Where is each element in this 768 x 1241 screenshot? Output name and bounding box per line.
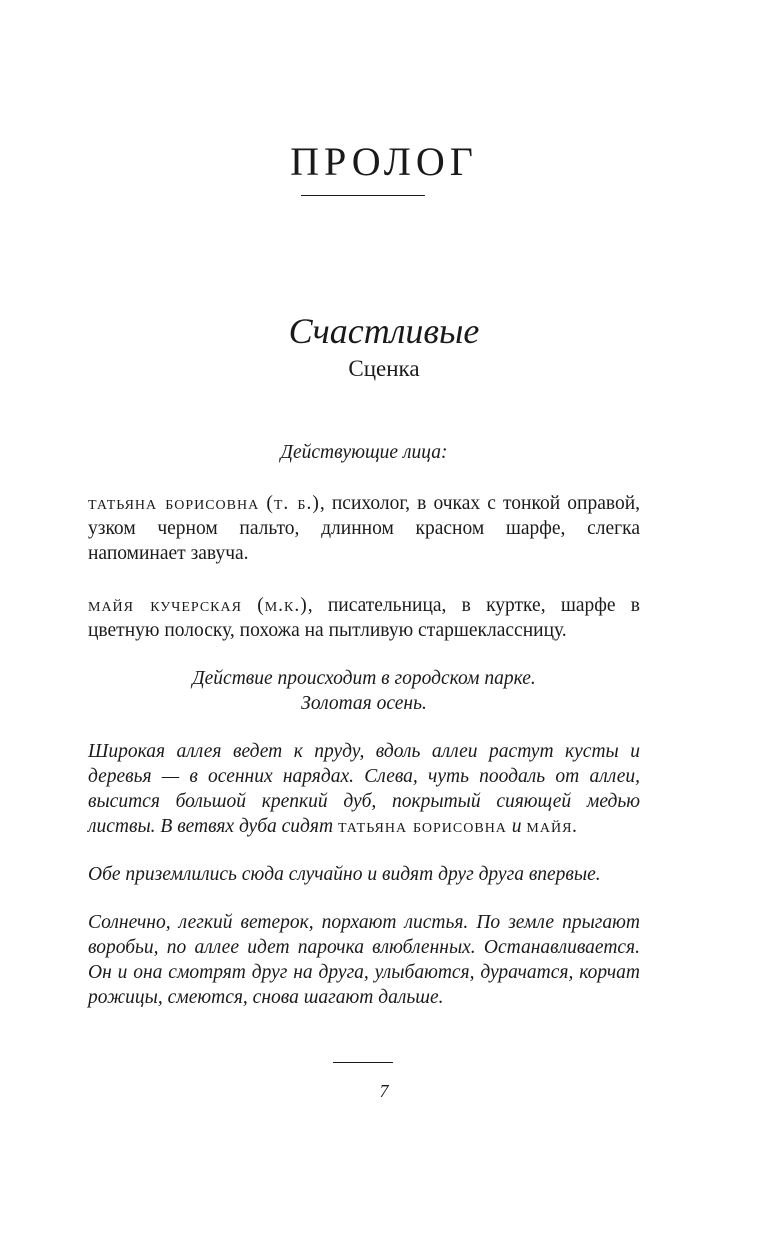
character-name: татьяна борисовна: [337, 816, 507, 837]
character-entry: [88, 593, 640, 643]
stage-direction-3: Солнечно, легкий ветерок, порхают листья. По земле прыгают воробьи, по аллее идет парочка влюбленных. Останавливается. Он и она смотрят друг на друга, улыбаются, дурачатся, корчат рожицы, смеются, снова шагают дальше.: [88, 912, 640, 1008]
stage-direction-conjunction: и: [506, 816, 527, 837]
footer-divider: [333, 1062, 393, 1063]
setting-line-1: Действие происходит в городском парке.: [192, 668, 536, 689]
stage-direction-end: .: [572, 816, 578, 837]
setting-line-2: Золотая осень.: [301, 693, 427, 714]
character-description: , писательница, в куртке, шарфе в цветную полоску, похожа на пытливую старшеклассницу.: [88, 595, 640, 641]
character-name: татьяна борисовна: [88, 493, 260, 514]
character-description: , психолог, в очках с тонкой оправой, узком черном пальто, длинном красном шарфе, слегка напоминает завуча.: [88, 493, 641, 564]
piece-subtitle: Сценка: [348, 356, 420, 381]
setting-note: [150, 666, 578, 716]
chapter-title: ПРОЛОГ: [290, 139, 478, 184]
character-name: майя: [526, 816, 573, 837]
stage-direction-1: [88, 739, 640, 839]
page-number: 7: [379, 1081, 389, 1101]
character-abbr: (м.к.): [257, 595, 308, 616]
character-abbr: (т. б.): [266, 493, 320, 514]
title-divider: [301, 195, 425, 196]
stage-direction-2: Обе приземлились сюда случайно и видят друг друга впервые.: [88, 864, 601, 885]
piece-title: Счастливые: [288, 311, 480, 351]
character-entry: [88, 491, 640, 566]
stage-direction-text: Широкая аллея ведет к пруду, вдоль аллеи растут кусты и деревья — в осенних нарядах. Слева, чуть поодаль от аллеи, высится большой крепкий дуб, покрытый сияющей медью листвы. В ветвях дуба сидят: [88, 741, 640, 837]
cast-heading: Действующие лица:: [280, 442, 448, 463]
character-name: майя кучерская: [88, 595, 242, 616]
